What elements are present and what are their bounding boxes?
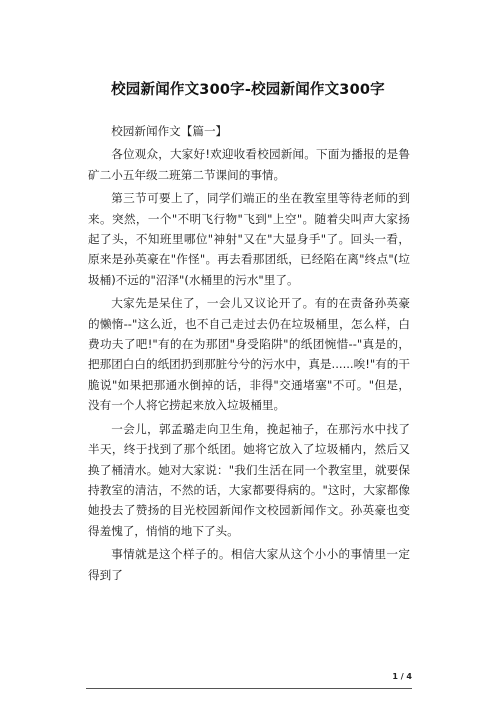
document-title: 校园新闻作文300字-校园新闻作文300字 [111, 82, 385, 98]
document-body [88, 121, 410, 585]
paragraph-4: 一会儿，郭孟璐走向卫生角，挽起袖子，在那污水中找了半天，终于找到了那个纸团。她将它放入了垃圾桶内，然后又换了桶清水。她对大家说："我们生活在同一个教室里，就要保持教室的清洁，不然的话，大家都要得病的。"这时，大家都像她投去了赞扬的目光校园新闻作文校园新闻作文。孙英豪也变得羞愧了，悄悄的地下了头。 [88, 421, 410, 538]
footer-divider [86, 688, 412, 689]
paragraph-5: 事情就是这个样子的。相信大家从这个小小的事情里一定得到了 [88, 547, 410, 582]
section-heading: 校园新闻作文【篇一】 [111, 124, 228, 138]
page-number: 1 / 4 [392, 672, 412, 681]
paragraph-2: 第三节可要上了，同学们端正的坐在教室里等待老师的到来。突然，一个"不明飞行物"飞到"上空"。随着尖叫声大家扬起了头，不知班里哪位"神射"又在"大显身手"了。回头一看，原来是孙英豪在"作怪"。再去看那团纸，已经陷在离"终点"(垃圾桶)不远的"沼泽"(水桶里的污水"里了。 [88, 191, 410, 287]
paragraph-3: 大家先是呆住了，一会儿又议论开了。有的在责备孙英豪的懒惰--"这么近，也不自己走过去仍在垃圾桶里，怎么样，白费功夫了吧!"有的在为那团"身受陷阱"的纸团惋惜--"真是的，把那团白白的纸团扔到那脏兮兮的污水中，真是......唉!"有的干脆说"如果把那通水倒掉的话，非得"交通堵塞"不可。"但是，没有一个人将它捞起来放入垃圾桶里。 [88, 296, 410, 413]
paragraph-1: 各位观众，大家好!欢迎收看校园新闻。下面为播报的是鲁矿二小五年级二班第二节课间的事情。 [88, 147, 410, 182]
